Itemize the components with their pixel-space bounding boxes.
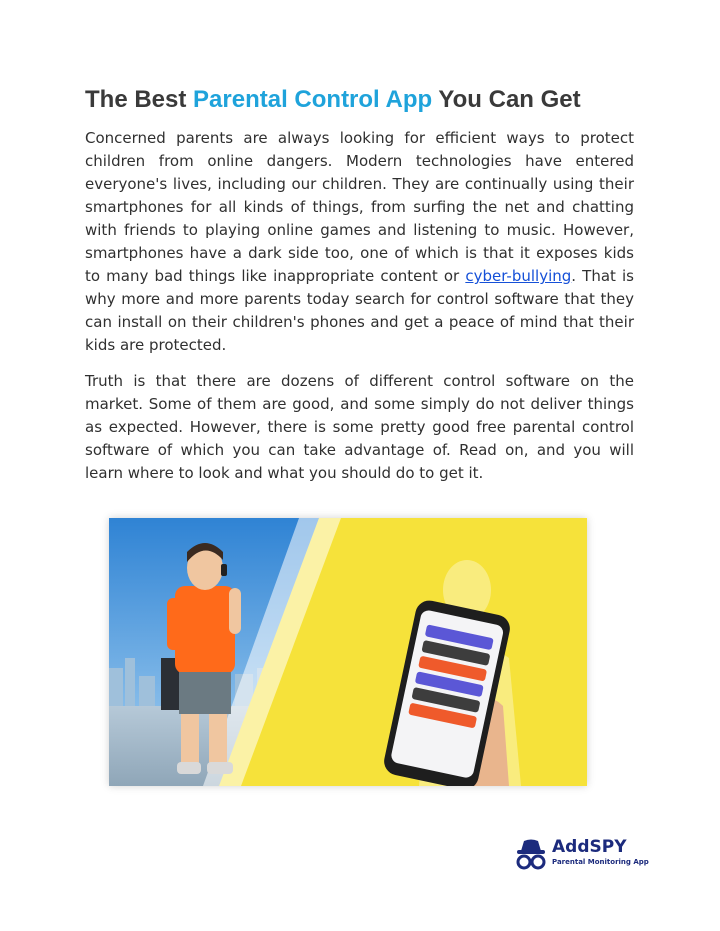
hero-image [109,518,587,786]
title-prefix: The Best [85,86,194,113]
intro-paragraph [85,127,634,357]
spy-icon [514,837,548,871]
addspy-logo [514,837,649,871]
title-highlight: Parental Control App [193,86,433,113]
logo-name: AddSPY [552,837,627,857]
hero-illustration [109,518,587,786]
title-suffix: You Can Get [432,86,581,113]
page-title [85,84,645,116]
cyber-bullying-link[interactable]: cyber-bullying [465,267,572,285]
truth-paragraph: Truth is that there are dozens of different control software on the market. Some of them are good, and some simply do not deliver things as expected. However, there is some pretty good free parental control software of which you can take advantage of. Read on, and you will learn where to look and what you should do to get it. [85,372,634,482]
logo-tagline: Parental Monitoring App [552,858,649,866]
intro-text-before-link: Concerned parents are always looking for efficient ways to protect children from online dangers. Modern technologies have entered everyone's lives, including our children. They are continually using their smartphones for all kinds of things, from surfing the net and chatting with friends to playing online games and listening to music. However, smartphones have a dark side too, one of which is that it exposes kids to many bad things like inappropriate content or [85,129,634,285]
intro-text-after-link: . That is why more and more parents today search for control software that they can install on their children's phones and get a peace of mind that their kids are protected. [85,267,634,354]
